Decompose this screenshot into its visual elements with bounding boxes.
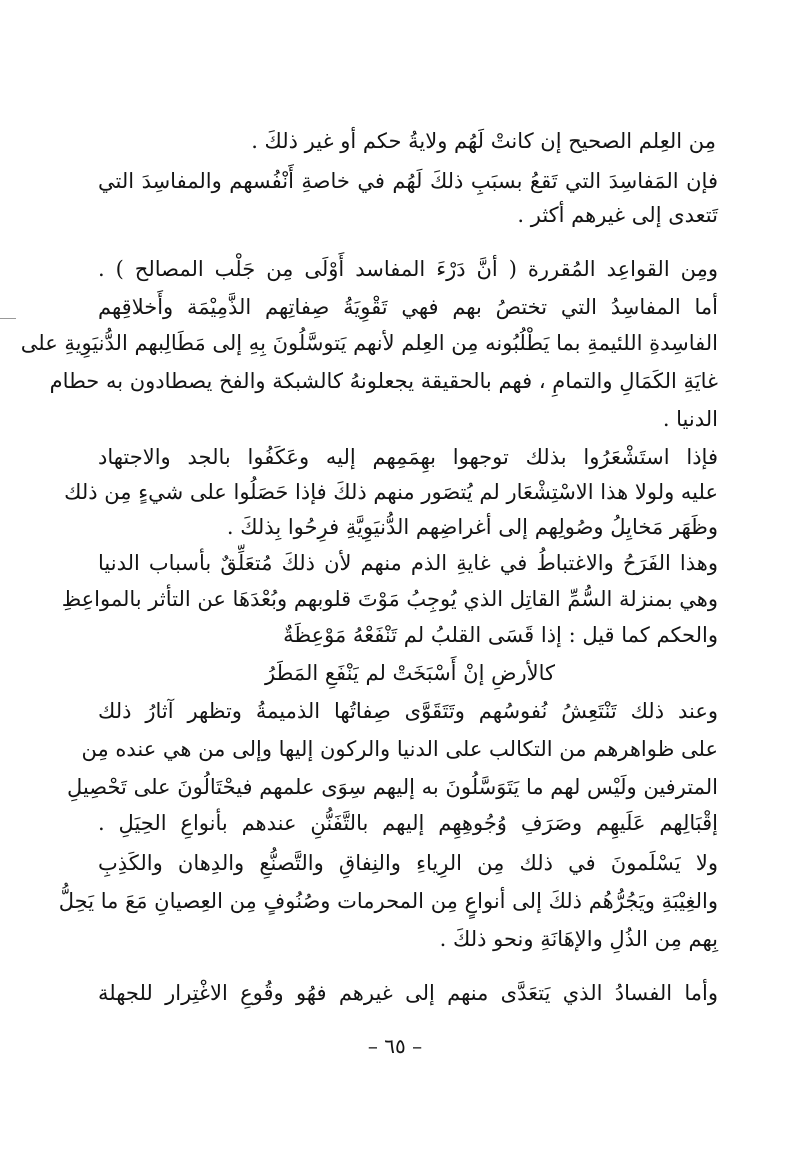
text-line-23: وأما الفسادُ الذي يَتعَدَّى منهم إلى غيرهم فهُو وقُوعِ الاغْتِرار للجهلة — [98, 981, 718, 1005]
text-line-9: فإذا استَشْعَرُوا بذلك توجهوا بهِمَمِهم إليه وعَكَفُوا بالجد والاجتهاد — [98, 445, 718, 469]
page-number: – ٦٥ – — [367, 1034, 423, 1058]
text-line-8: الدنيا . — [662, 407, 718, 431]
text-line-11: وظَهَر مَخايِلُ وصُولِهم إلى أغراضِهم الدُّنيَوِيَّةِ فرِحُوا بِذلكَ . — [226, 515, 718, 539]
text-line-20: ولا يَسْلَمونَ في ذلك مِن الرِياءِ والنِفاقِ والتَّصنُّعِ والدِهان والكَذِبِ — [98, 851, 718, 875]
text-line-4: ومِن القواعِد المُقررة ( أنَّ دَرْءَ المفاسد أَوْلَى مِن جَلْب المصالح ) . — [98, 257, 718, 281]
text-line-6: الفاسِدةِ اللئيمةِ بما يَطْلُبُونه مِن العِلم لأنهم يَتوسَّلُونَ بِهِ إلى مَطَالِبهم الدُّنيَوِيةِ على — [20, 331, 718, 355]
text-line-19: إقْبَالِهم عَلَيهِم وصَرَفِ وُجُوهِهِم إليهم بالتَّفَنُّنِ عندهم بأنواعِ الحِيَلِ . — [98, 811, 718, 835]
text-line-13: وهي بمنزلة السُّمِّ القاتِل الذي يُوجِبُ مَوْتَ قلوبهم وبُعْدَهَا عن التأثر بالمواعِظِ — [61, 587, 718, 611]
text-line-2: فإن المَفاسِدَ التي تَقعُ بسبَبِ ذلكَ لَهُم في خاصةِ أَنْفُسهم والمفاسِدَ التي — [98, 169, 718, 193]
text-line-5: أما المفاسِدُ التي تختصُ بهم فهي تَقْوِيَةُ صِفاتِهم الذَّمِيْمَة وأَخلاقِهم — [98, 295, 718, 319]
text-line-3: تَتعدى إلى غيرهم أكثر . — [517, 203, 718, 227]
text-line-14: والحكم كما قيل : إذا قَسَى القلبُ لم تَنْفَعْهُ مَوْعِظَةٌ — [283, 623, 718, 647]
text-line-18: المترفين ولَيْس لهم ما يَتَوَسَّلُونَ به إليهم سِوَى علمهم فيحْتَالُونَ على تَحْصِيلِ — [67, 775, 718, 799]
text-line-16: وعند ذلك تَنْتَعِشُ نُفوسُهم وتَتَقَوَّى صِفاتُها الذميمةُ وتظهر آثارُ ذلك — [98, 699, 718, 723]
margin-mark — [0, 318, 16, 319]
text-line-10: عليه ولولا هذا الاسْتِشْعَار لم يُتصَور منهم ذلكَ فإذا حَصَلُوا على شيءٍ مِن ذلك — [64, 480, 718, 504]
text-line-7: غايَةِ الكَمَالِ والتمامِ ، فهم بالحقيقة يجعلونهُ كالشبكة والفخ يصطادون به حطام — [49, 369, 718, 393]
text-line-1: مِن العِلم الصحيح إن كانتْ لَهُم ولايةُ حكم أو غير ذلكَ . — [251, 129, 716, 153]
text-line-22: بِهم مِن الذُلِ والإهَانَةِ ونحو ذلكَ . — [439, 927, 718, 951]
text-line-12: وهذا الفَرَحُ والاغتباطُ في غايةِ الذم منهم لأن ذلكَ مُتعَلِّقٌ بأسباب الدنيا — [98, 551, 718, 575]
text-line-21: والغِيْبَةِ ويَجُرُّهُم ذلكَ إلى أنواعٍ مِن المحرمات وصُنُوفٍ مِن العِصيانِ مَعَ ما يَحِلُّ — [58, 889, 718, 913]
verse-line: كالأرضِ إنْ أَسْبَخَتْ لم يَنْفَعِ المَطَرُ — [264, 661, 556, 685]
text-line-17: على ظواهرهم من التكالب على الدنيا والركون إليها وإلى من هي عنده مِن — [81, 737, 718, 761]
